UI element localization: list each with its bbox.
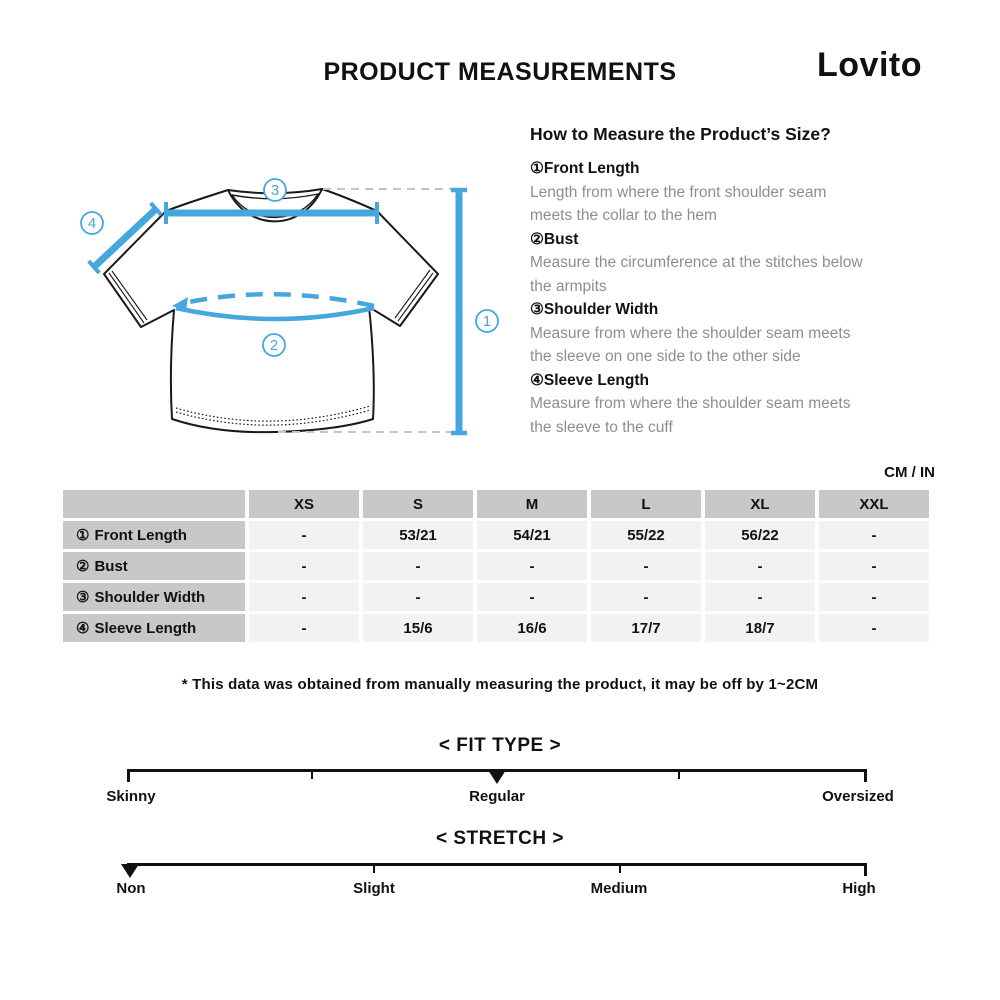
how-to-item-title: ①Front Length xyxy=(530,160,640,177)
fit-type-title: < FIT TYPE > xyxy=(438,735,562,756)
measurement-cell: - xyxy=(591,552,701,580)
scale-tick xyxy=(373,863,375,873)
scale-tick xyxy=(311,769,313,779)
size-column-header: L xyxy=(591,490,701,518)
size-column-header: S xyxy=(363,490,473,518)
scale-tick xyxy=(864,769,867,782)
table-row xyxy=(63,552,929,580)
shirt-outline xyxy=(104,189,438,432)
how-to-item-title: ④Sleeve Length xyxy=(530,371,649,389)
units-label: CM / IN xyxy=(884,464,935,481)
svg-text:1: 1 xyxy=(482,313,492,330)
scale-tick xyxy=(678,769,680,779)
stretch-marker xyxy=(121,864,139,878)
measurement-cell: - xyxy=(705,583,815,611)
measurement-cell: - xyxy=(705,552,815,580)
measurement-footnote: * This data was obtained from manually measuring the product, it may be off by 1~2CM xyxy=(181,676,819,693)
size-column-header: M xyxy=(477,490,587,518)
how-to-heading: How to Measure the Product’s Size? xyxy=(530,124,831,144)
callout-circle-3 xyxy=(264,179,286,201)
row-label: ④ Sleeve Length xyxy=(63,614,245,642)
measurements-table xyxy=(59,487,933,645)
brand-logo: Lovito xyxy=(817,46,922,84)
measurement-cell: - xyxy=(819,552,929,580)
stretch-label: Medium xyxy=(590,880,648,897)
how-to-item-desc: Measure from where the shoulder seam meets the sleeve to the cuff xyxy=(530,395,851,436)
measurement-cell: - xyxy=(477,552,587,580)
measurement-cell: - xyxy=(819,521,929,549)
table-corner-cell xyxy=(63,490,245,518)
table-row xyxy=(63,614,929,642)
page-title: PRODUCT MEASUREMENTS xyxy=(323,58,677,86)
table-row xyxy=(63,521,929,549)
how-to-item xyxy=(530,228,940,299)
callout-circle-4 xyxy=(81,212,103,234)
svg-text:2: 2 xyxy=(269,337,279,354)
how-to-item-desc: Measure the circumference at the stitches below the armpits xyxy=(530,254,863,295)
stretch-label: High xyxy=(842,880,876,897)
how-to-item-desc: Measure from where the shoulder seam meets the sleeve on one side to the other side xyxy=(530,324,851,365)
scale-tick xyxy=(619,863,621,873)
tshirt-measurement-diagram xyxy=(60,140,520,460)
how-to-item-desc: Length from where the front shoulder seam meets the collar to the hem xyxy=(530,183,827,224)
table-header-row xyxy=(63,490,929,518)
measurement-cell: 15/6 xyxy=(363,614,473,642)
fit-type-label: Skinny xyxy=(106,788,156,805)
size-column-header: XL xyxy=(705,490,815,518)
stretch-label: Slight xyxy=(353,880,395,897)
how-to-item-title: ②Bust xyxy=(530,230,579,248)
table-row xyxy=(63,583,929,611)
scale-tick xyxy=(127,769,130,782)
size-column-header: XXL xyxy=(819,490,929,518)
how-to-item xyxy=(530,298,940,369)
measurement-cell: - xyxy=(249,552,359,580)
measurement-cell: - xyxy=(819,614,929,642)
callout-circle-2 xyxy=(263,334,285,356)
measurement-cell: 53/21 xyxy=(363,521,473,549)
stretch-axis-line xyxy=(127,863,867,866)
size-column-header: XS xyxy=(249,490,359,518)
measurement-cell: - xyxy=(591,583,701,611)
measurement-cell: 18/7 xyxy=(705,614,815,642)
row-label: ③ Shoulder Width xyxy=(63,583,245,611)
measurement-cell: - xyxy=(363,552,473,580)
measurement-cell: 56/22 xyxy=(705,521,815,549)
how-to-item xyxy=(530,369,940,440)
how-to-item xyxy=(530,157,940,228)
measurement-cell: 17/7 xyxy=(591,614,701,642)
stretch-label: Non xyxy=(116,880,146,897)
how-to-item-title: ③Shoulder Width xyxy=(530,301,659,318)
measurement-cell: - xyxy=(819,583,929,611)
measurement-cell: - xyxy=(477,583,587,611)
svg-text:3: 3 xyxy=(270,182,280,199)
fit-type-label: Regular xyxy=(469,788,525,805)
measurement-cell: 55/22 xyxy=(591,521,701,549)
measurement-cell: 54/21 xyxy=(477,521,587,549)
measurement-cell: - xyxy=(363,583,473,611)
callout-circle-1 xyxy=(476,310,498,332)
measurement-cell: 16/6 xyxy=(477,614,587,642)
svg-text:4: 4 xyxy=(87,215,97,232)
row-label: ① Front Length xyxy=(63,521,245,549)
row-label: ② Bust xyxy=(63,552,245,580)
measurement-cell: - xyxy=(249,614,359,642)
fit-type-marker xyxy=(488,770,506,784)
scale-tick xyxy=(864,863,867,876)
measurement-cell: - xyxy=(249,583,359,611)
how-to-measure-section xyxy=(530,124,940,439)
measurement-cell: - xyxy=(249,521,359,549)
fit-type-label: Oversized xyxy=(822,788,894,805)
stretch-title: < STRETCH > xyxy=(436,828,564,849)
